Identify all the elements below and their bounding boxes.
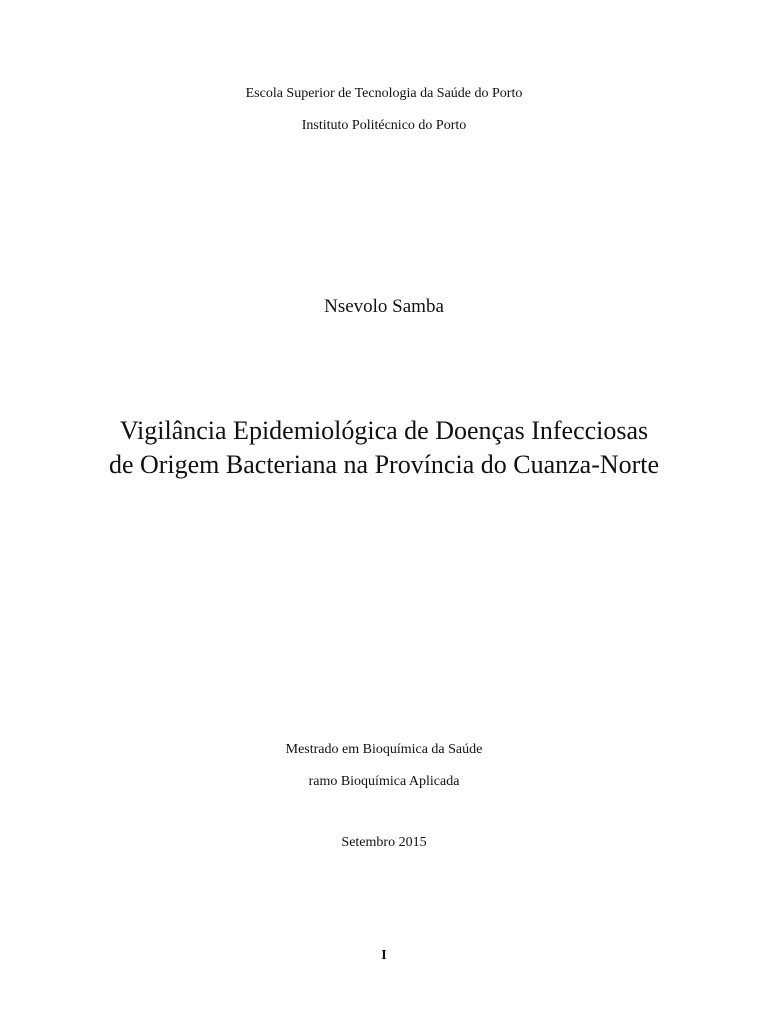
degree-program: Mestrado em Bioquímica da Saúde [285, 742, 483, 757]
thesis-title-line-1: Vigilância Epidemiológica de Doenças Infecciosas [119, 416, 649, 445]
author-name: Nsevolo Samba [324, 296, 444, 317]
page-number: I [381, 948, 387, 963]
degree-branch: ramo Bioquímica Aplicada [308, 774, 460, 789]
submission-date: Setembro 2015 [341, 835, 427, 850]
institute-name: Instituto Politécnico do Porto [301, 118, 467, 133]
thesis-title-line-2: de Origem Bacteriana na Província do Cuanza-Norte [108, 450, 660, 479]
school-name: Escola Superior de Tecnologia da Saúde do Porto [245, 86, 523, 101]
